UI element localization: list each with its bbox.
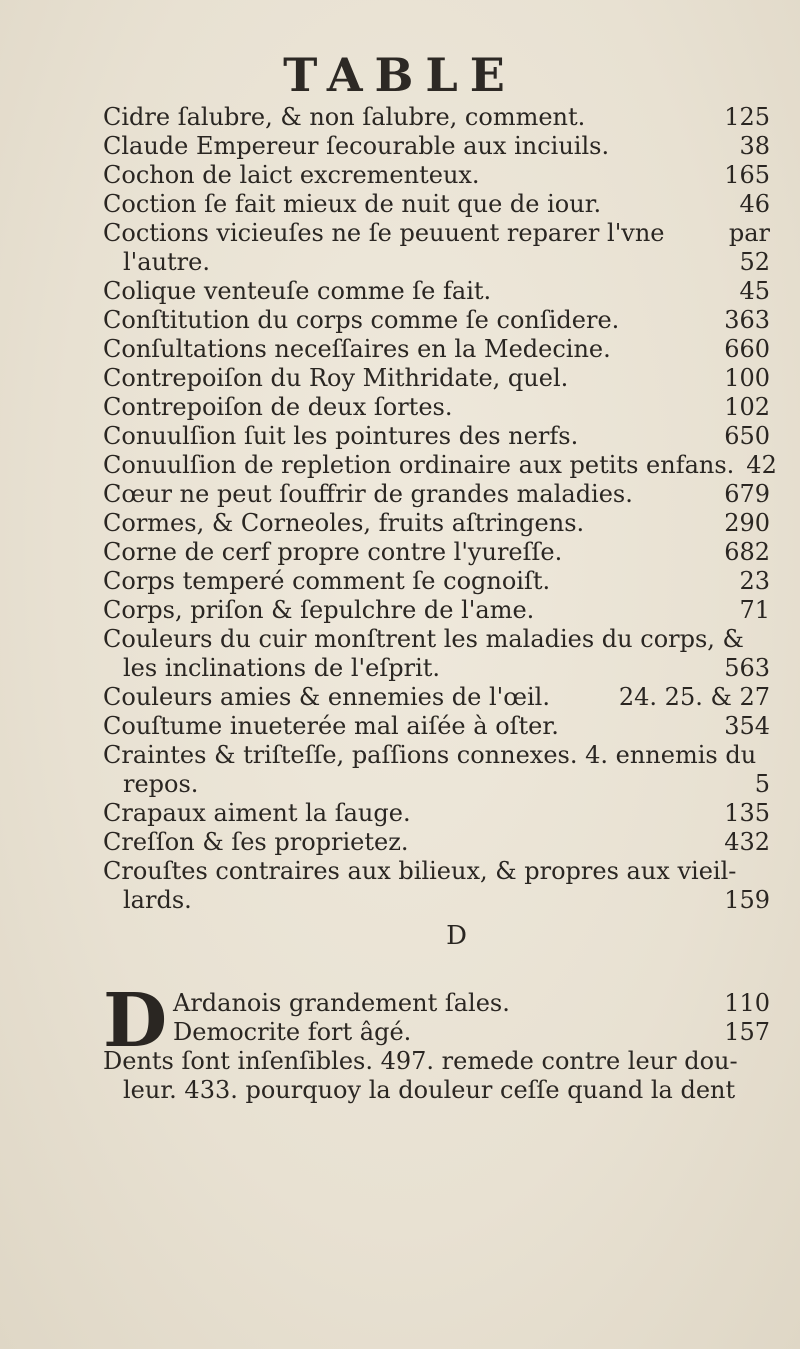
entry-page-number: 42 bbox=[746, 451, 777, 479]
entry-page-number: 363 bbox=[724, 306, 770, 334]
entry-text: Cochon de laict excrementeux. bbox=[103, 161, 480, 189]
entry-text: lards. bbox=[123, 886, 192, 914]
entry-text: Democrite fort âgé. bbox=[173, 1018, 412, 1046]
entry-text: Creſſon & ſes proprietez. bbox=[103, 828, 409, 856]
entry-page-number: 682 bbox=[724, 538, 770, 566]
entry-text: Couleurs du cuir monſtrent les maladies du corps, & bbox=[103, 625, 744, 653]
entry-page-number: 38 bbox=[739, 132, 770, 160]
entry-page-number: 159 bbox=[724, 886, 770, 914]
entry-text: Crouſtes contraires aux bilieux, & propres aux vieil- bbox=[103, 857, 737, 885]
index-entry bbox=[103, 509, 770, 538]
index-entry bbox=[103, 799, 770, 828]
index-entry bbox=[103, 306, 770, 335]
entry-text: Coctions vicieuſes ne ſe peuuent reparer l'vne bbox=[103, 219, 665, 247]
entry-page-number: 24. 25. & 27 bbox=[618, 683, 770, 711]
index-entry bbox=[103, 132, 770, 161]
index-entry bbox=[103, 538, 770, 567]
entry-text: Cidre ſalubre, & non ſalubre, comment. bbox=[103, 103, 586, 131]
index-entry bbox=[103, 364, 770, 393]
entry-text: Colique venteuſe comme ſe fait. bbox=[103, 277, 492, 305]
index-entry bbox=[103, 451, 777, 480]
index-entry-continuation bbox=[103, 770, 770, 799]
entry-text: Ardanois grandement ſales. bbox=[173, 989, 510, 1017]
entry-page-number: 354 bbox=[724, 712, 770, 740]
entry-page-number: 46 bbox=[739, 190, 770, 218]
entry-text: Corne de cerf propre contre l'yureſſe. bbox=[103, 538, 563, 566]
index-entry bbox=[103, 712, 770, 741]
entry-page-number: 100 bbox=[724, 364, 770, 392]
entry-page-number: 563 bbox=[724, 654, 770, 682]
index-entry-continuation bbox=[103, 654, 770, 683]
entry-text: leur. 433. pourquoy la douleur ceſſe quand la dent bbox=[123, 1076, 736, 1104]
entry-page-number: 432 bbox=[724, 828, 770, 856]
entry-text: Coction ſe fait mieux de nuit que de iour. bbox=[103, 190, 602, 218]
drop-cap: D bbox=[103, 978, 168, 1064]
entry-page-number: 23 bbox=[739, 567, 770, 595]
entry-text: Contrepoiſon de deux ſortes. bbox=[103, 393, 453, 421]
entry-page-number: 52 bbox=[739, 248, 770, 276]
index-entry-continuation bbox=[103, 248, 770, 277]
entry-text: Cœur ne peut ſouffrir de grandes maladies. bbox=[103, 480, 633, 508]
index-entry bbox=[103, 857, 770, 886]
entry-text: Cormes, & Corneoles, fruits aſtringens. bbox=[103, 509, 585, 537]
index-entry bbox=[103, 989, 770, 1018]
entry-page-number: 135 bbox=[724, 799, 770, 827]
entry-text: l'autre. bbox=[123, 248, 210, 276]
index-entry bbox=[103, 335, 770, 364]
index-entry bbox=[103, 1018, 770, 1047]
entry-page-number: 45 bbox=[739, 277, 770, 305]
index-entry-continuation bbox=[103, 1076, 770, 1105]
index-entry bbox=[103, 741, 770, 770]
entry-text: Conſultations neceſſaires en la Medecine. bbox=[103, 335, 611, 363]
entry-text: Corps, priſon & ſepulchre de l'ame. bbox=[103, 596, 535, 624]
entry-text: Conuulſion de repletion ordinaire aux petits enfans. bbox=[103, 451, 735, 479]
index-entry bbox=[103, 422, 770, 451]
entry-text: Conſtitution du corps comme ſe conſidere. bbox=[103, 306, 620, 334]
index-entry bbox=[103, 103, 770, 132]
entry-text: Craintes & triſteſſe, paſſions connexes. 4. ennemis du bbox=[103, 741, 757, 769]
entry-text: Dents ſont inſenſibles. 497. remede contre leur dou- bbox=[103, 1047, 738, 1075]
index-entry bbox=[103, 393, 770, 422]
entry-page-number: 71 bbox=[739, 596, 770, 624]
index-entry bbox=[103, 567, 770, 596]
index-entry-continuation bbox=[103, 886, 770, 915]
entry-text: Claude Empereur ſecourable aux inciuils. bbox=[103, 132, 610, 160]
entry-page-number: 5 bbox=[754, 770, 770, 798]
index-entry bbox=[103, 683, 770, 712]
entry-text: les inclinations de l'eſprit. bbox=[123, 654, 441, 682]
d-section bbox=[103, 978, 770, 1105]
entry-text: Couſtume inueterée mal aiſée à oſter. bbox=[103, 712, 559, 740]
entry-text: Corps temperé comment ſe cognoiſt. bbox=[103, 567, 551, 595]
entry-text: Conuulſion ſuit les pointures des nerfs. bbox=[103, 422, 579, 450]
index-entry bbox=[103, 1047, 770, 1076]
c-section bbox=[103, 103, 777, 915]
entry-page-number: 679 bbox=[724, 480, 770, 508]
entry-text: Contrepoiſon du Roy Mithridate, quel. bbox=[103, 364, 569, 392]
entry-page-number: 102 bbox=[724, 393, 770, 421]
index-entry bbox=[103, 219, 770, 248]
index-entry bbox=[103, 828, 770, 857]
index-entry bbox=[103, 161, 770, 190]
entry-page-number: 290 bbox=[724, 509, 770, 537]
entry-page-number: par bbox=[728, 219, 770, 247]
entry-text: repos. bbox=[123, 770, 199, 798]
index-entry bbox=[103, 480, 770, 509]
index-entry bbox=[103, 277, 770, 306]
entry-text: Crapaux aiment la ſauge. bbox=[103, 799, 411, 827]
entry-page-number: 650 bbox=[724, 422, 770, 450]
page-heading: TABLE bbox=[283, 48, 517, 102]
index-entry bbox=[103, 596, 770, 625]
entry-page-number: 125 bbox=[724, 103, 770, 131]
entry-page-number: 660 bbox=[724, 335, 770, 363]
entry-page-number: 157 bbox=[724, 1018, 770, 1046]
entry-page-number: 110 bbox=[724, 989, 770, 1017]
entry-page-number: 165 bbox=[724, 161, 770, 189]
index-entry bbox=[103, 625, 770, 654]
entry-text: Couleurs amies & ennemies de l'œil. bbox=[103, 683, 550, 711]
index-entries bbox=[103, 103, 777, 1105]
index-entry bbox=[103, 190, 770, 219]
section-letter: D bbox=[446, 921, 467, 951]
